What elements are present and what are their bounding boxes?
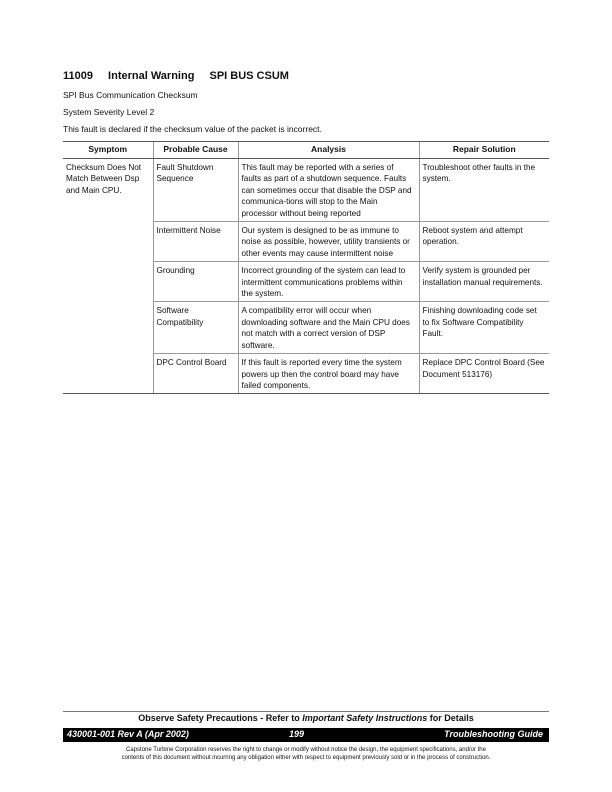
cause-cell: DPC Control Board xyxy=(153,354,238,394)
analysis-cell: Incorrect grounding of the system can lead to intermittent communications problems within the system. xyxy=(238,262,419,302)
severity-level: System Severity Level 2 xyxy=(63,107,155,117)
footer-bar xyxy=(63,728,549,742)
fault-table xyxy=(63,141,549,394)
disclaimer xyxy=(63,746,549,762)
safety-note-post: for Details xyxy=(427,713,474,723)
header-probable-cause: Probable Cause xyxy=(153,142,238,159)
cause-cell: Fault Shutdown Sequence xyxy=(153,159,238,222)
fault-code: 11009 xyxy=(63,70,93,82)
safety-note-pre: Observe Safety Precautions - Refer to xyxy=(138,713,303,723)
cause-cell: Intermittent Noise xyxy=(153,222,238,262)
disclaimer-line-1: Capstone Turbine Corporation reserves the right to change or modify without notice the design, the equipment specifications, and/or the xyxy=(126,747,486,753)
fault-description: SPI Bus Communication Checksum xyxy=(63,90,198,100)
footer-divider xyxy=(63,711,549,712)
document-id: 430001-001 Rev A (Apr 2002) xyxy=(67,729,189,739)
repair-cell: Troubleshoot other faults in the system. xyxy=(419,159,549,222)
analysis-cell: A compatibility error will occur when downloading software and the Main CPU does not match with a correct version of DSP software. xyxy=(238,302,419,354)
analysis-cell: This fault may be reported with a series of faults as part of a shutdown sequence. Faults can sometimes occur that disable the DSP and communica-tions will stop to the Main processor without being reported xyxy=(238,159,419,222)
symptom-cell: Checksum Does Not Match Between Dsp and Main CPU. xyxy=(63,159,153,394)
fault-type: Internal Warning xyxy=(108,70,195,82)
page-number: 199 xyxy=(289,729,305,739)
repair-cell: Replace DPC Control Board (See Document 513176) xyxy=(419,354,549,394)
safety-note-italic: Important Safety Instructions xyxy=(302,713,428,723)
header-symptom: Symptom xyxy=(63,142,153,159)
guide-title: Troubleshooting Guide xyxy=(444,729,543,739)
repair-cell: Reboot system and attempt operation. xyxy=(419,222,549,262)
fault-declared-text: This fault is declared if the checksum value of the packet is incorrect. xyxy=(63,124,322,134)
repair-cell: Finishing downloading code set to fix Software Compatibility Fault. xyxy=(419,302,549,354)
repair-cell: Verify system is grounded per installation manual requirements. xyxy=(419,262,549,302)
cause-cell: Software Compatibility xyxy=(153,302,238,354)
cause-cell: Grounding xyxy=(153,262,238,302)
header-analysis: Analysis xyxy=(238,142,419,159)
table-row xyxy=(63,159,549,222)
table-header-row xyxy=(63,142,549,159)
fault-heading xyxy=(63,70,301,82)
safety-note xyxy=(63,713,549,723)
header-repair-solution: Repair Solution xyxy=(419,142,549,159)
analysis-cell: If this fault is reported every time the system powers up then the control board may have failed components. xyxy=(238,354,419,394)
fault-name: SPI BUS CSUM xyxy=(209,70,289,82)
disclaimer-line-2: contents of this document without incurring any obligation either with respect to equipment previously sold or in the process of construction. xyxy=(121,755,491,761)
analysis-cell: Our system is designed to be as immune to noise as possible, however, utility transients or other events may cause intermittent noise xyxy=(238,222,419,262)
